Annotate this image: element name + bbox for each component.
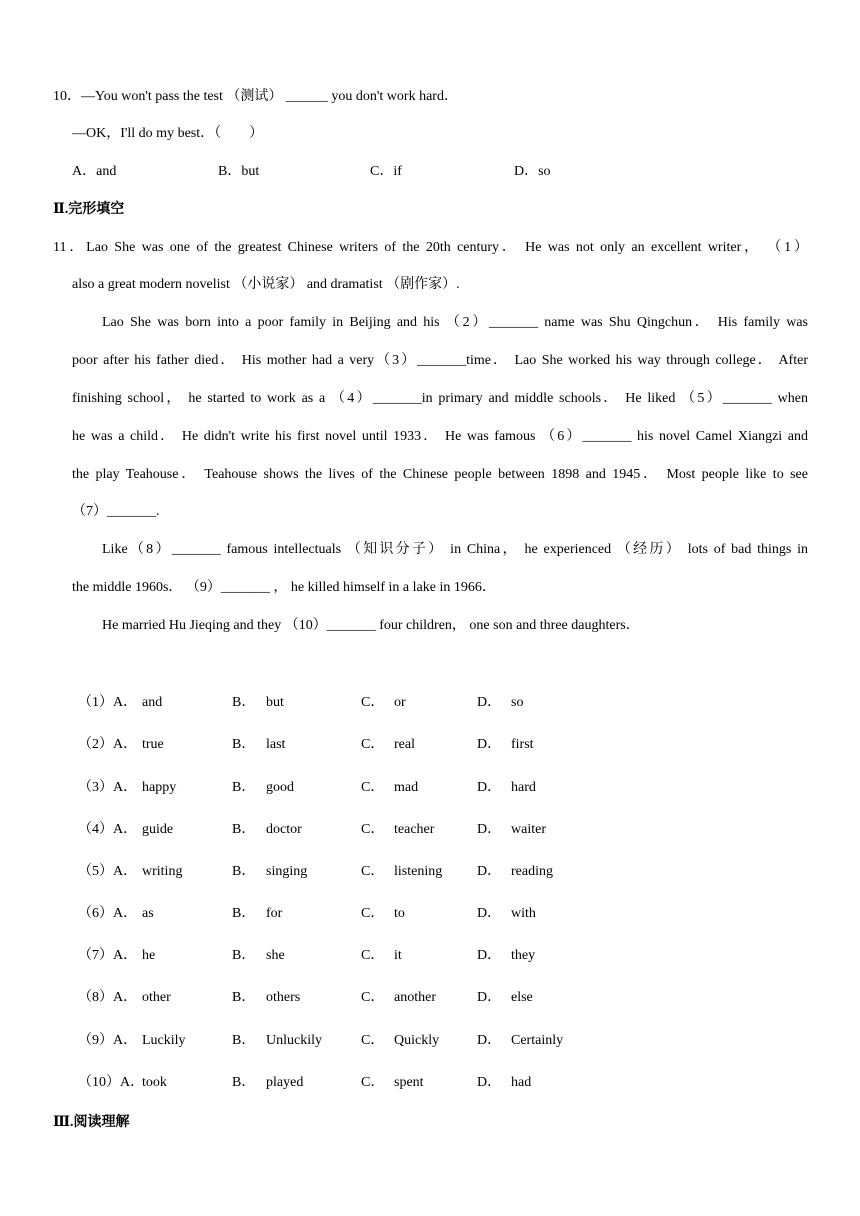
- option-letter-b: B．: [232, 948, 256, 963]
- passage-line: （7）_______.: [72, 504, 160, 519]
- option-d[interactable]: first: [511, 737, 534, 752]
- passage-line: poor after his father died． His mother had a very（3）_______time． Lao She worked his way through college． After: [72, 353, 808, 368]
- option-a[interactable]: other: [142, 990, 171, 1005]
- option-letter-b: B．: [232, 864, 256, 879]
- option-letter-b: B．: [232, 1033, 256, 1048]
- q10-reply: —OK，I'll do my best．（ ）: [72, 126, 264, 141]
- option-a[interactable]: guide: [142, 822, 174, 837]
- option-number: （4）A．: [78, 822, 138, 837]
- option-letter-b: B．: [232, 737, 256, 752]
- option-d[interactable]: they: [511, 948, 536, 963]
- passage-line: the play Teahouse． Teahouse shows the lives of the Chinese people between 1898 and 1945． Most people like to see: [72, 467, 808, 482]
- option-letter-c: C．: [361, 906, 385, 921]
- q10-option-b[interactable]: B．but: [218, 164, 260, 179]
- section-heading-reading: Ⅲ.阅读理解: [53, 1115, 130, 1130]
- option-b[interactable]: for: [266, 906, 283, 921]
- option-b[interactable]: but: [266, 695, 284, 710]
- option-letter-c: C．: [361, 864, 385, 879]
- option-c[interactable]: mad: [394, 780, 419, 795]
- option-b[interactable]: played: [266, 1075, 304, 1090]
- option-b[interactable]: others: [266, 990, 301, 1005]
- option-d[interactable]: waiter: [511, 822, 546, 837]
- option-c[interactable]: another: [394, 990, 436, 1005]
- option-b[interactable]: she: [266, 948, 285, 963]
- option-number: （10）A．: [78, 1075, 145, 1090]
- option-number: （9）A．: [78, 1033, 138, 1048]
- option-letter-d: D．: [477, 822, 502, 837]
- q10-stem: 10．—You won't pass the test （测试） ______ you don't work hard．: [53, 89, 458, 104]
- option-d[interactable]: hard: [511, 780, 536, 795]
- option-a[interactable]: took: [142, 1075, 167, 1090]
- option-c[interactable]: listening: [394, 864, 443, 879]
- option-letter-c: C．: [361, 948, 385, 963]
- option-letter-b: B．: [232, 695, 256, 710]
- option-letter-c: C．: [361, 780, 385, 795]
- option-letter-b: B．: [232, 906, 256, 921]
- option-letter-c: C．: [361, 1075, 385, 1090]
- option-number: （5）A．: [78, 864, 138, 879]
- option-d[interactable]: reading: [511, 864, 553, 879]
- passage-line: he was a child． He didn't write his first novel until 1933． He was famous （6）_______ his novel Camel Xiangzi and: [72, 429, 808, 444]
- option-d[interactable]: so: [511, 695, 524, 710]
- option-c[interactable]: Quickly: [394, 1033, 440, 1048]
- option-letter-d: D．: [477, 695, 502, 710]
- option-letter-d: D．: [477, 1075, 502, 1090]
- option-letter-b: B．: [232, 822, 256, 837]
- option-a[interactable]: Luckily: [142, 1033, 186, 1048]
- option-a[interactable]: and: [142, 695, 163, 710]
- passage-line: He married Hu Jieqing and they （10）_______ four children， one son and three daughters．: [102, 618, 640, 633]
- option-c[interactable]: it: [394, 948, 402, 963]
- passage-line: finishing school， he started to work as a （4）_______in primary and middle schools． He liked （5）_______ when: [72, 391, 808, 406]
- q11-intro-line: also a great modern novelist （小说家） and dramatist （剧作家）.: [72, 277, 460, 292]
- option-c[interactable]: or: [394, 695, 406, 710]
- option-a[interactable]: writing: [142, 864, 183, 879]
- option-d[interactable]: else: [511, 990, 533, 1005]
- option-d[interactable]: Certainly: [511, 1033, 564, 1048]
- option-number: （7）A．: [78, 948, 138, 963]
- option-a[interactable]: happy: [142, 780, 177, 795]
- option-b[interactable]: Unluckily: [266, 1033, 322, 1048]
- option-letter-c: C．: [361, 695, 385, 710]
- option-c[interactable]: spent: [394, 1075, 424, 1090]
- option-letter-c: C．: [361, 737, 385, 752]
- option-letter-d: D．: [477, 906, 502, 921]
- option-number: （1）A．: [78, 695, 138, 710]
- passage-line: the middle 1960s． （9）_______ ， he killed himself in a lake in 1966．: [72, 580, 496, 595]
- option-letter-b: B．: [232, 990, 256, 1005]
- option-letter-d: D．: [477, 780, 502, 795]
- option-d[interactable]: had: [511, 1075, 532, 1090]
- option-letter-d: D．: [477, 990, 502, 1005]
- option-letter-d: D．: [477, 948, 502, 963]
- option-letter-d: D．: [477, 1033, 502, 1048]
- option-d[interactable]: with: [511, 906, 536, 921]
- option-number: （3）A．: [78, 780, 138, 795]
- option-c[interactable]: to: [394, 906, 405, 921]
- option-letter-d: D．: [477, 864, 502, 879]
- option-b[interactable]: good: [266, 780, 294, 795]
- option-a[interactable]: true: [142, 737, 164, 752]
- option-letter-c: C．: [361, 822, 385, 837]
- option-number: （2）A．: [78, 737, 138, 752]
- q11-intro-line: 11．Lao She was one of the greatest Chinese writers of the 20th century． He was not only an excellent writer， （1）: [53, 240, 808, 255]
- option-a[interactable]: as: [142, 906, 154, 921]
- option-letter-b: B．: [232, 780, 256, 795]
- option-letter-c: C．: [361, 1033, 385, 1048]
- option-a[interactable]: he: [142, 948, 156, 963]
- option-b[interactable]: last: [266, 737, 286, 752]
- q10-option-a[interactable]: A．and: [72, 164, 117, 179]
- q10-option-d[interactable]: D．so: [514, 164, 551, 179]
- option-number: （6）A．: [78, 906, 138, 921]
- option-letter-c: C．: [361, 990, 385, 1005]
- passage-line: Like（8）_______ famous intellectuals （知识分子） in China， he experienced （经历） lots of bad things in: [102, 542, 808, 557]
- option-number: （8）A．: [78, 990, 138, 1005]
- option-c[interactable]: real: [394, 737, 415, 752]
- q10-option-c[interactable]: C．if: [370, 164, 402, 179]
- option-letter-d: D．: [477, 737, 502, 752]
- option-b[interactable]: singing: [266, 864, 308, 879]
- option-b[interactable]: doctor: [266, 822, 302, 837]
- passage-line: Lao She was born into a poor family in Beijing and his （2）_______ name was Shu Qingchun． His family was: [102, 315, 808, 330]
- option-letter-b: B．: [232, 1075, 256, 1090]
- section-heading-cloze: Ⅱ.完形填空: [53, 202, 125, 217]
- option-c[interactable]: teacher: [394, 822, 435, 837]
